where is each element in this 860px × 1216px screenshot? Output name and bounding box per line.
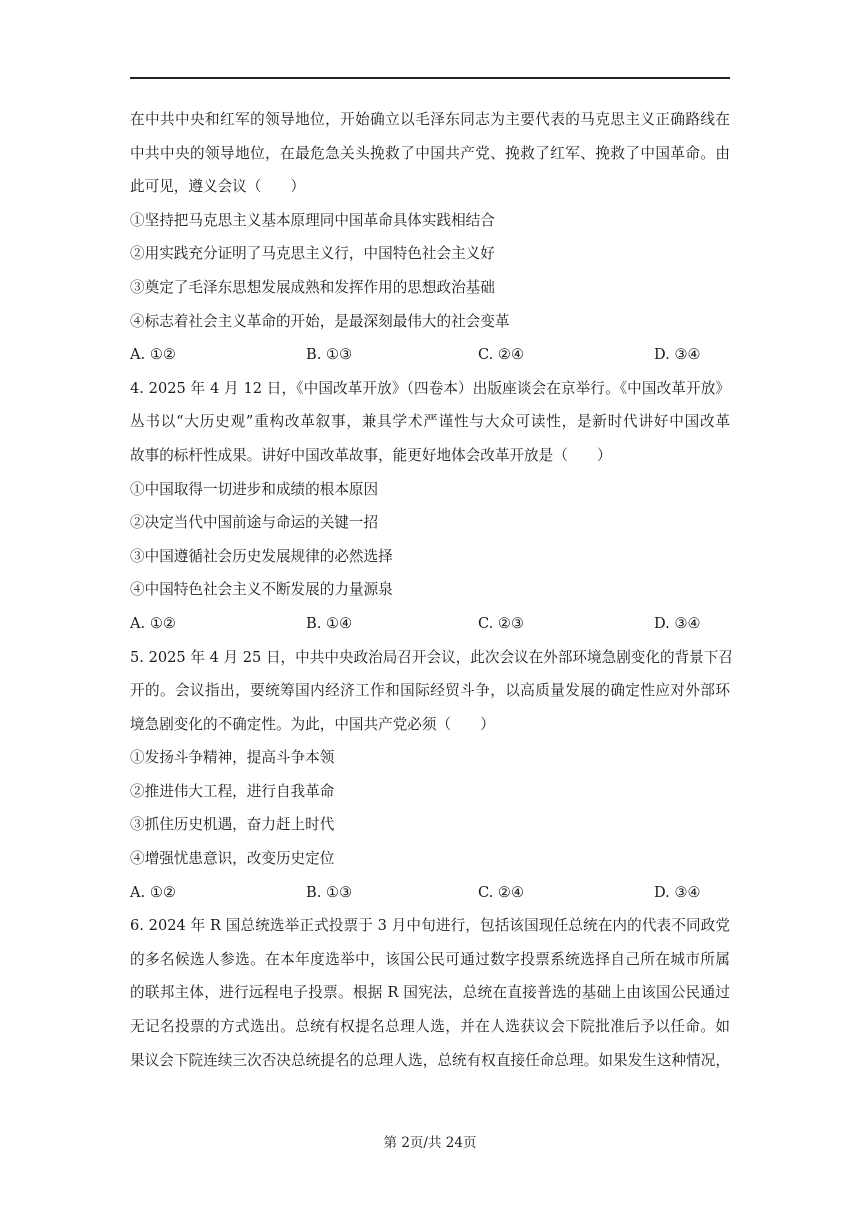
header-rule [130,77,730,79]
question-stem-end: 境急剧变化的不确定性。为此，中国共产党必须（ ） [130,715,495,733]
option-b: B. ①③ [306,883,353,901]
option-b: B. ①③ [306,346,353,364]
statement-1: ①中国取得一切进步和成绩的根本原因 [130,480,379,498]
option-a: A. ①② [130,614,176,632]
text-line: 丛书以“大历史观”重构改革叙事，兼具学术严谨性与大众可读性，是新时代讲好中国改革 [130,413,730,431]
question-6-line: 6. 2024 年 R 国总统选举正式投票于 3 月中旬进行，包括该国现任总统在内的代表不同政党 [130,917,730,935]
statement-1: ①坚持把马克思主义基本原理同中国革命具体实践相结合 [130,211,495,229]
text-line: 开的。会议指出，要统筹国内经济工作和国际经贸斗争，以高质量发展的确定性应对外部环 [130,682,730,700]
statement-4: ④增强忧患意识，改变历史定位 [130,850,335,868]
question-4-line: 4. 2025 年 4 月 12 日，《中国改革开放》（四卷本）出版座谈会在京举行。《中国改革开放》 [130,379,730,397]
statement-3: ③抓住历史机遇，奋力赶上时代 [130,816,335,834]
text-line: 的多名候选人参选。在本年度选举中，该国公民可通过数字投票系统选择自己所在城市所属 [130,950,730,968]
option-a: A. ①② [130,883,176,901]
page-number-footer: 第 2页/共 24页 [383,1135,477,1151]
option-b: B. ①④ [306,614,353,632]
statement-4: ④中国特色社会主义不断发展的力量源泉 [130,581,393,599]
statement-3: ③奠定了毛泽东思想发展成熟和发挥作用的思想政治基础 [130,278,495,296]
option-c: C. ②④ [478,883,525,901]
statement-2: ②用实践充分证明了马克思主义行，中国特色社会主义好 [130,245,495,263]
option-c: C. ②③ [478,614,525,632]
answer-options-q4 [130,612,730,646]
answer-options-q3 [130,343,730,377]
option-a: A. ①② [130,346,176,364]
statement-3: ③中国遵循社会历史发展规律的必然选择 [130,547,393,565]
option-c: C. ②④ [478,346,525,364]
statement-1: ①发扬斗争精神，提高斗争本领 [130,749,335,767]
option-d: D. ③④ [654,883,701,901]
question-stem-end: 此可见，遵义会议（ ） [130,178,306,196]
statement-4: ④标志着社会主义革命的开始，是最深刻最伟大的社会变革 [130,312,510,330]
text-line: 中共中央的领导地位，在最危急关头挽救了中国共产党、挽救了红军、挽救了中国革命。由 [130,144,730,162]
answer-options-q5 [130,881,730,915]
text-line: 的联邦主体，进行远程电子投票。根据 R 国宪法，总统在直接普选的基础上由该国公民通过 [130,984,730,1002]
question-stem-end: 故事的标杆性成果。讲好中国改革故事，能更好地体会改革开放是（ ） [130,446,612,464]
statement-2: ②决定当代中国前途与命运的关键一招 [130,514,379,532]
page-body [130,108,733,1082]
question-5-line: 5. 2025 年 4 月 25 日，中共中央政治局召开会议，此次会议在外部环境急剧变化的背景下召 [130,648,733,666]
text-line: 果议会下院连续三次否决总统提名的总理人选，总统有权直接任命总理。如果发生这种情况， [130,1051,730,1069]
option-d: D. ③④ [654,614,701,632]
option-d: D. ③④ [654,346,701,364]
text-line: 无记名投票的方式选出。总统有权提名总理人选，并在人选获议会下院批准后予以任命。如 [130,1018,730,1036]
statement-2: ②推进伟大工程，进行自我革命 [130,782,335,800]
text-line: 在中共中央和红军的领导地位，开始确立以毛泽东同志为主要代表的马克思主义正确路线在 [130,111,730,128]
